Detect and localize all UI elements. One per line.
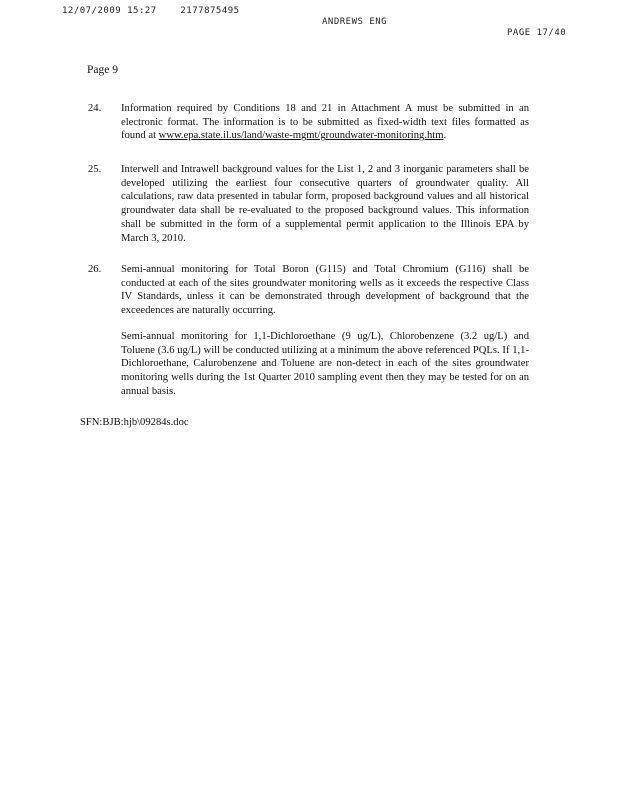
fax-sender: ANDREWS ENG	[322, 17, 388, 27]
condition-25	[88, 163, 529, 245]
condition-24	[88, 102, 529, 143]
condition-paragraph: Semi-annual monitoring for Total Boron (G115) and Total Chromium (G116) shall be conducted at each of the sites groundwater monitoring wells as it exceeds the respective Class IV Standards, unless it can be demonstrated through development of background that the exceedences are naturally occurring.	[121, 264, 529, 317]
condition-text-b: .	[443, 130, 447, 142]
fax-timestamp	[62, 6, 240, 16]
condition-text	[121, 102, 529, 143]
fax-page-count: PAGE 17/40	[507, 28, 567, 38]
condition-text	[121, 163, 529, 245]
fax-number: 2177875495	[180, 6, 240, 16]
condition-number: 24.	[88, 103, 102, 114]
groundwater-monitoring-link[interactable]: www.epa.state.il.us/land/waste-mgmt/groundwater-monitoring.htm	[158, 130, 444, 142]
page-label: Page 9	[87, 64, 118, 76]
fax-datetime: 12/07/2009 15:27	[62, 6, 157, 16]
condition-paragraph-2: Semi-annual monitoring for 1,1-Dichloroethane (9 ug/L), Chlorobenzene (3.2 ug/L) and Toluene (3.6 ug/L) will be conducted utilizing at a minimum the above referenced PQLs. If 1,1-Dichloroethane, Calurobenzene and Toluene are non-detect in each of the sites groundwater monitoring wells during the 1st Quarter 2010 sampling event then they may be tested for on an annual basis.	[121, 330, 529, 397]
condition-text	[121, 263, 529, 398]
condition-26	[88, 263, 529, 398]
condition-number: 26.	[88, 264, 102, 275]
file-reference: SFN:BJB:hjb\09284s.doc	[80, 417, 189, 428]
condition-text-a: Information required by Conditions 18 and 21 in Attachment A must be submitted in an electronic format. The information is to be submitted as fixed-width text files formatted as found at	[121, 103, 529, 142]
condition-number: 25.	[88, 164, 102, 175]
condition-paragraph: Interwell and Intrawell background values for the List 1, 2 and 3 inorganic parameters shall be developed utilizing the earliest four consecutive quarters of groundwater quality. All calculations, raw data presented in tabular form, proposed background values and all historical groundwater data shall be re-evaluated to the proposed background values. This information shall be submitted in the form of a supplemental permit application to the Illinois EPA by March 3, 2010.	[121, 164, 529, 244]
